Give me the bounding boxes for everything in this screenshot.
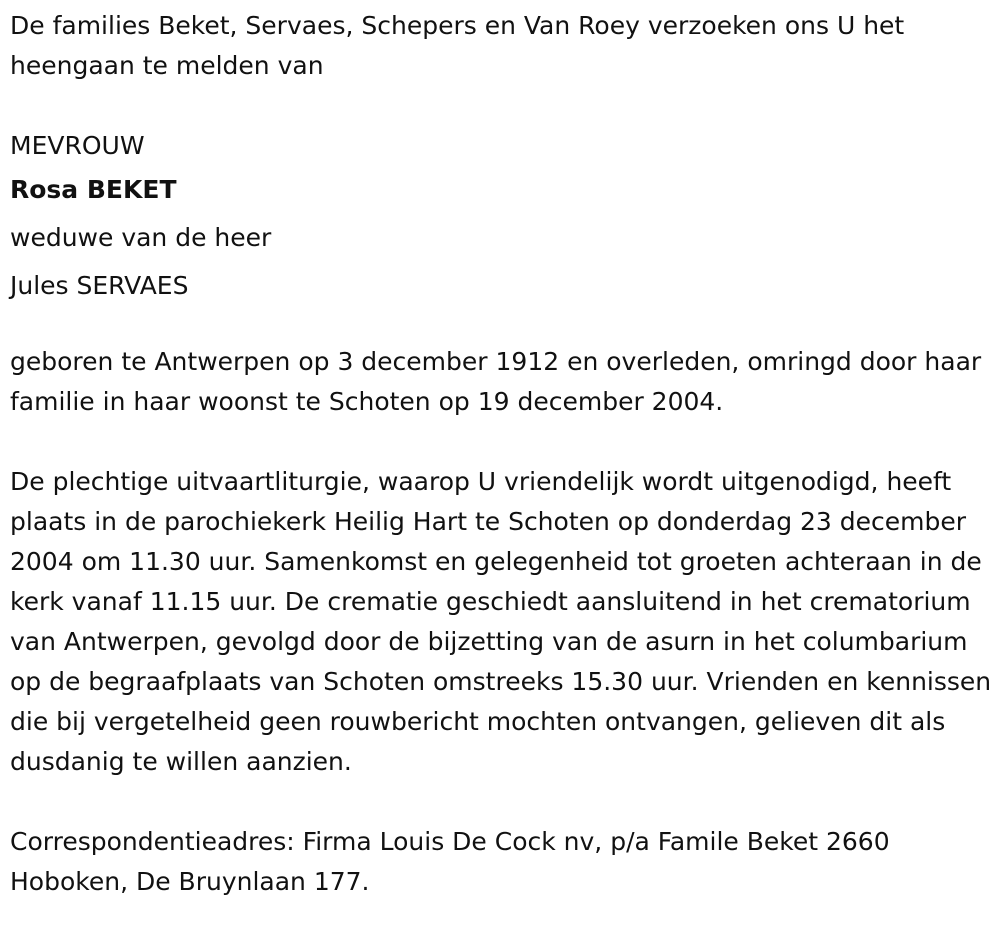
honorific: MEVROUW	[10, 131, 145, 160]
spacer	[10, 310, 995, 342]
correspondence-paragraph: Correspondentieadres: Firma Louis De Cock nv, p/a Famile Beket 2660 Hoboken, De Bruynlaan 177.	[10, 827, 890, 896]
service-paragraph: De plechtige uitvaartliturgie, waarop U vriendelijk wordt uitgenodigd, heeft plaats in de parochiekerk Heilig Hart te Schoten op donderdag 23 december 2004 om 11.30 uur. Samenkomst en gelegenheid tot groeten achteraan in de kerk vanaf 11.15 uur. De crematie geschiedt aansluitend in het crematorium van Antwerpen, gevolgd door de bijzetting van de asurn in het columbarium op de begraafplaats van Schoten omstreeks 15.30 uur. Vrienden en kennissen die bij vergetelheid geen rouwbericht mochten ontvangen, gelieven dit als dusdanig te willen aanzien.	[10, 467, 992, 776]
intro-paragraph: De families Beket, Servaes, Schepers en Van Roey verzoeken ons U het heengaan te melden van	[10, 11, 905, 80]
spacer	[10, 782, 995, 822]
spacer	[10, 86, 995, 126]
obituary-document	[10, 6, 995, 902]
widow-line: weduwe van de heer	[10, 223, 272, 252]
spouse-name: Jules SERVAES	[10, 271, 189, 300]
spacer	[10, 422, 995, 462]
deceased-name: Rosa BEKET	[10, 175, 177, 204]
birth-death-paragraph: geboren te Antwerpen op 3 december 1912 en overleden, omringd door haar familie in haar woonst te Schoten op 19 december 2004.	[10, 347, 982, 416]
